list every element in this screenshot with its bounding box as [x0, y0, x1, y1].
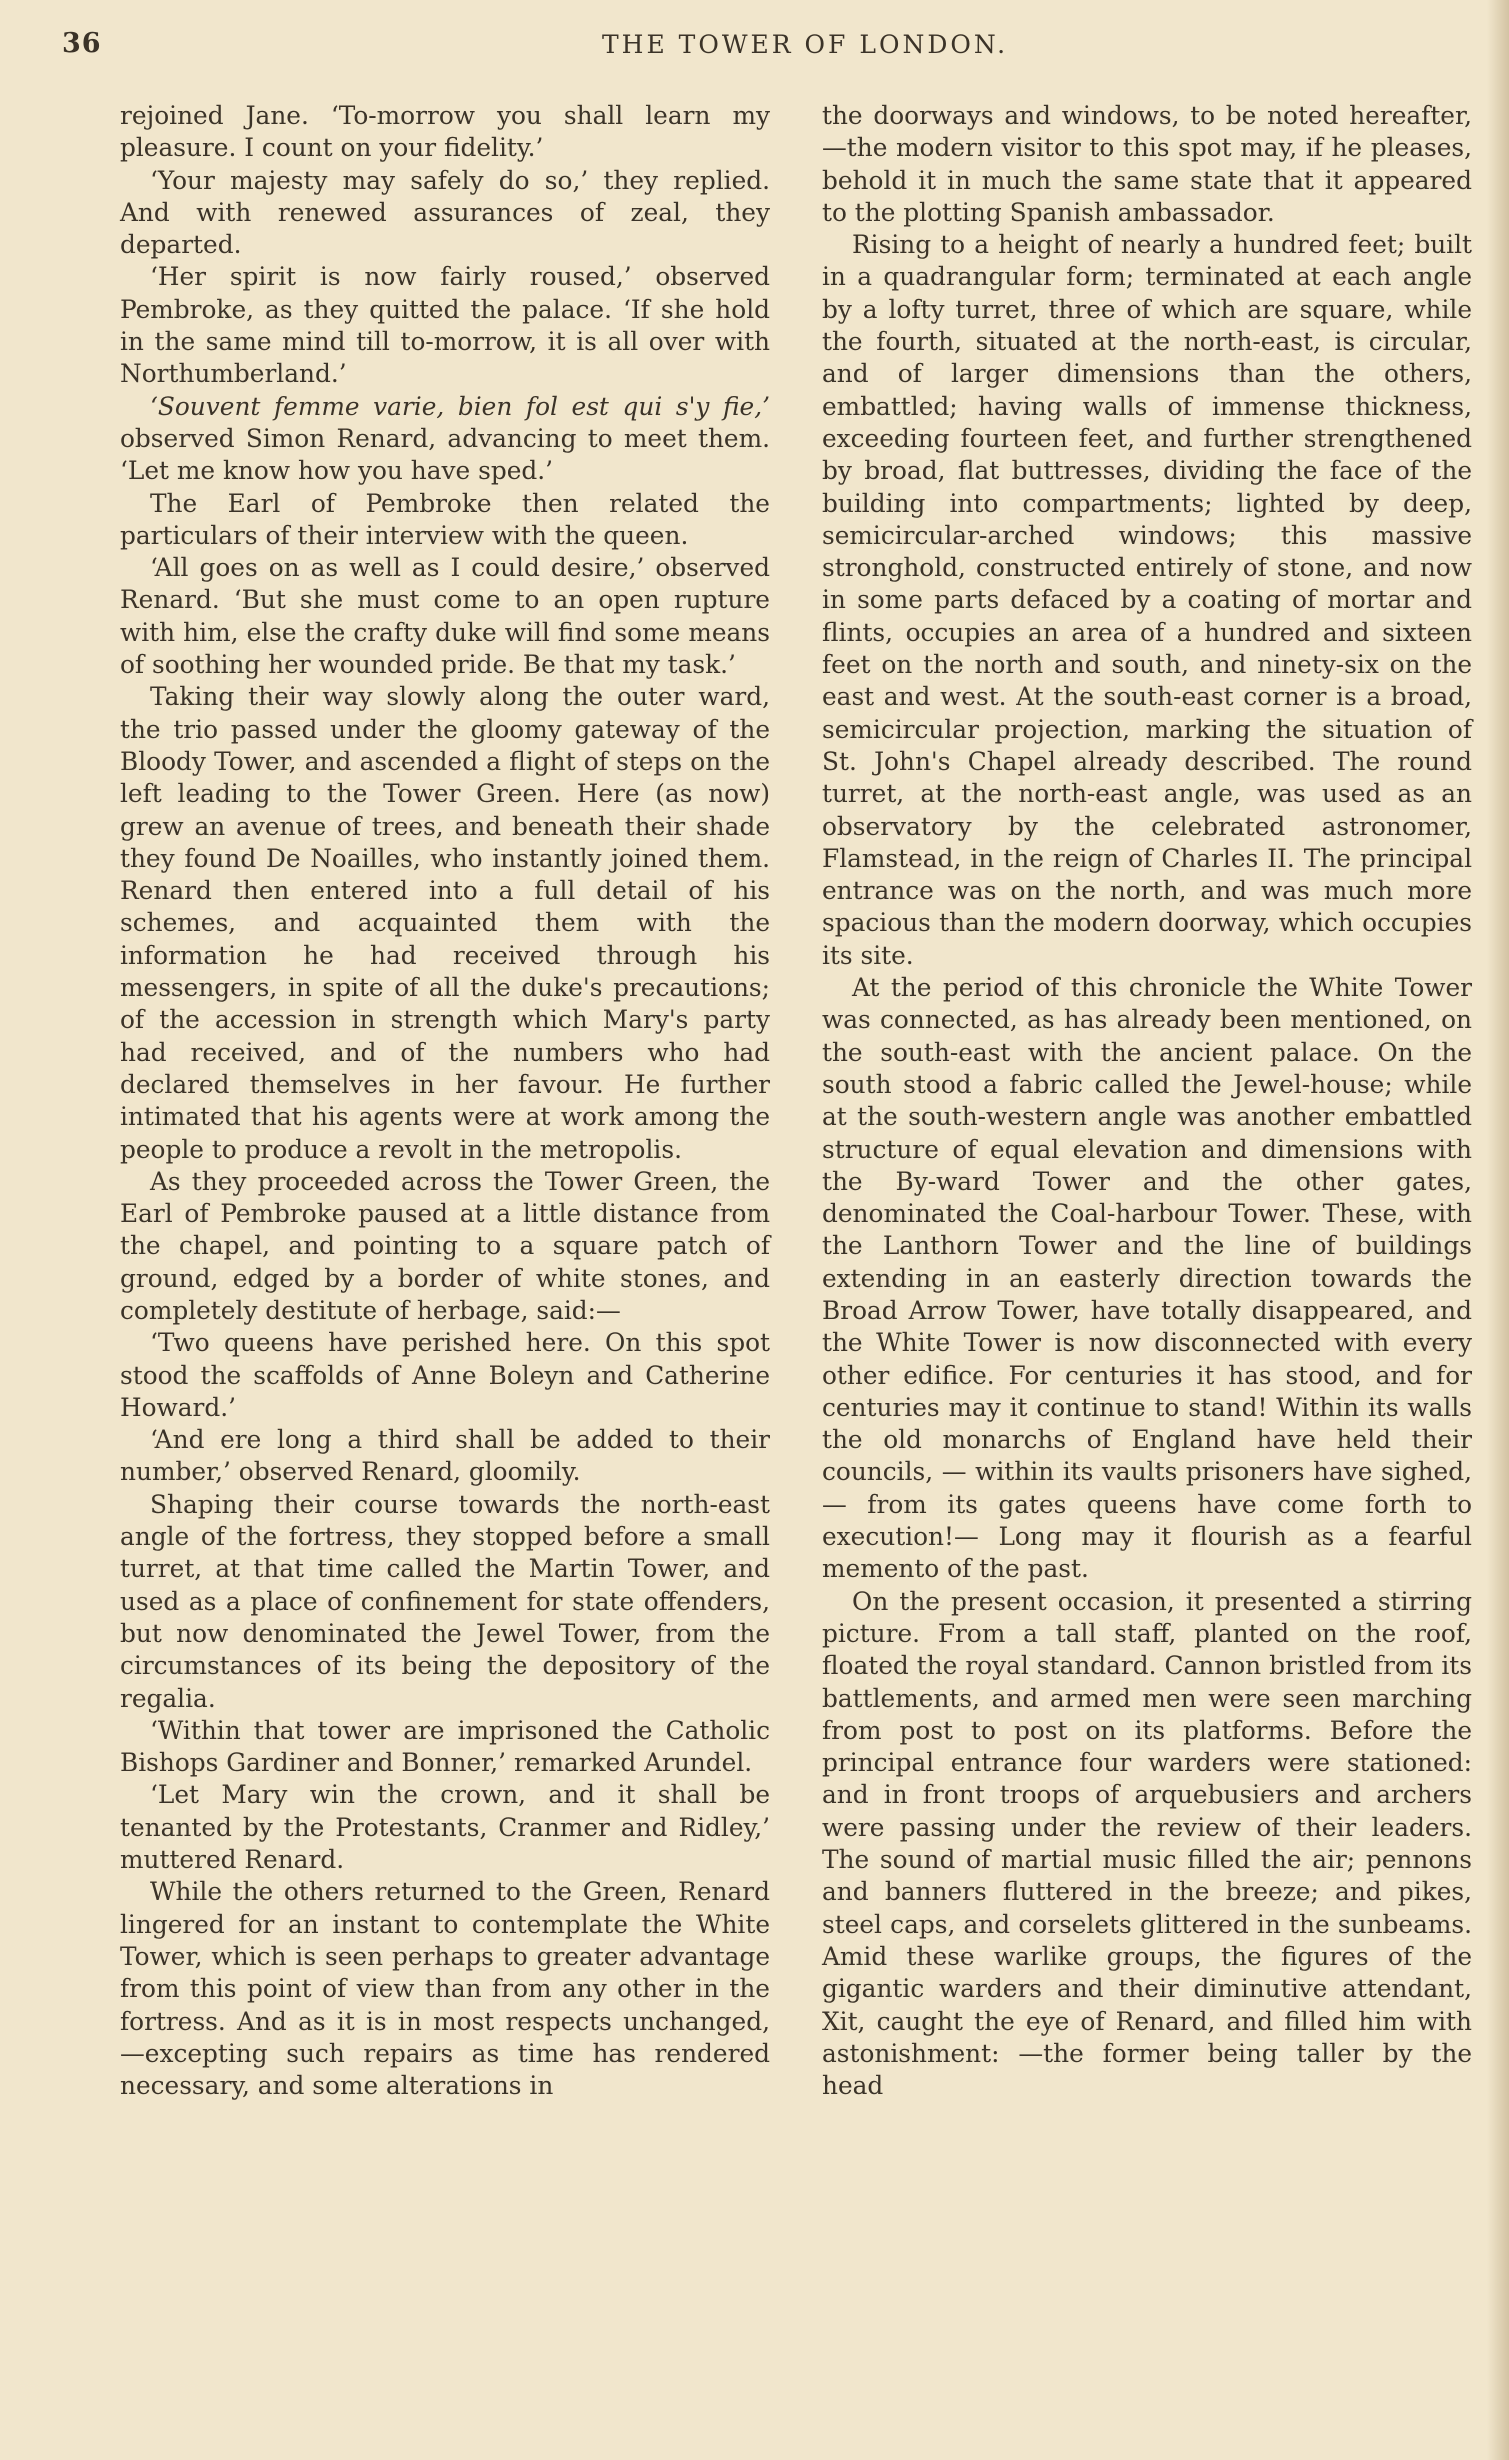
paragraph: While the others returned to the Green, Renard lingered for an instant to contemplate the White Tower, which is seen perhaps to greater advantage from this point of view than from any other in the fortress. And as it is in most respects unchanged, —excepting such repairs as time has rendered necessary, and some alterations in: [120, 1877, 770, 2101]
paragraph: Rising to a height of nearly a hundred feet; built in a quadrangular form; terminated at each angle by a lofty turret, three of which are square, while the fourth, situated at the north-east, is circular, and of larger dimensions than the others, embattled; having walls of immense thickness, exceeding fourteen feet, and further strengthened by broad, flat buttresses, dividing the face of the building into compartments; lighted by deep, semicircular-arched windows; this massive stronghold, constructed entirely of stone, and now in some parts defaced by a coating of mortar and flints, occupies an area of a hundred and sixteen feet on the north and south, and ninety-six on the east and west. At the south-east corner is a broad, semicircular projection, marking the situation of St. John's Chapel already described. The round turret, at the north-east angle, was used as an observatory by the celebrated astronomer, Flamstead, in the reign of Charles II. The principal entrance was on the north, and was much more spacious than the modern doorway, which occupies its site.: [822, 230, 1472, 970]
paragraph: rejoined Jane. ‘To-morrow you shall learn my pleasure. I count on your fidelity.’: [120, 101, 770, 163]
right-column: [822, 100, 1472, 2102]
paragraph: At the period of this chronicle the White Tower was connected, as has already been mentioned, on the south-east with the ancient palace. On the south stood a fabric called the Jewel-house; while at the south-western angle was another embattled structure of equal elevation and dimensions with the By-ward Tower and the other gates, denominated the Coal-harbour Tower. These, with the Lanthorn Tower and the line of buildings extending in an easterly direction towards the Broad Arrow Tower, have totally disappeared, and the White Tower is now disconnected with every other edifice. For centuries it has stood, and for centuries may it continue to stand! Within its walls the old monarchs of England have held their councils, — within its vaults prisoners have sighed, — from its gates queens have come forth to execution!— Long may it flourish as a fearful memento of the past.: [822, 973, 1472, 1584]
paragraph: ‘Your majesty may safely do so,’ they replied. And with renewed assurances of zeal, they departed.: [120, 165, 770, 260]
paragraph: ‘Within that tower are imprisoned the Catholic Bishops Gardiner and Bonner,’ remarked Arundel.: [120, 1715, 770, 1778]
paragraph: On the present occasion, it presented a stirring picture. From a tall staff, planted on the roof, floated the royal standard. Cannon bristled from its battlements, and armed men were seen marching from post to post on its platforms. Before the principal entrance four warders were stationed: and in front troops of arquebusiers and archers were passing under the review of their leaders. The sound of martial music filled the air; pennons and banners fluttered in the breeze; and pikes, steel caps, and corselets glittered in the sunbeams. Amid these warlike groups, the figures of the gigantic warders and their diminutive attendant, Xit, caught the eye of Renard, and filled him with astonishment: —the former being taller by the head: [822, 1586, 1472, 2101]
page-number: 36: [62, 28, 102, 59]
page-header: [62, 28, 1482, 68]
paragraph: [120, 391, 770, 488]
paragraph: The Earl of Pembroke then related the particulars of their interview with the queen.: [120, 488, 770, 550]
paragraph-text: observed Simon Renard, advancing to meet them. ‘Let me know how you have sped.’: [120, 423, 770, 486]
paragraph: ‘Her spirit is now fairly roused,’ observed Pembroke, as they quitted the palace. ‘If she hold in the same mind till to-morrow, it is all over with Northumberland.’: [120, 262, 770, 389]
paragraph: ‘All goes on as well as I could desire,’ observed Renard. ‘But she must come to an open rupture with him, else the crafty duke will find some means of soothing her wounded pride. Be that my task.’: [120, 553, 770, 680]
left-column: [120, 100, 770, 2102]
paragraph: Taking their way slowly along the outer ward, the trio passed under the gloomy gateway of the Bloody Tower, and ascended a flight of steps on the left leading to the Tower Green. Here (as now) grew an avenue of trees, and beneath their shade they found De Noailles, who instantly joined them. Renard then entered into a full detail of his schemes, and acquainted them with the information he had received through his messengers, in spite of all the duke's precautions; of the accession in strength which Mary's party had received, and of the numbers who had declared themselves in her favour. He further intimated that his agents were at work among the people to produce a revolt in the metropolis.: [120, 682, 770, 1164]
paragraph: ‘Two queens have perished here. On this spot stood the scaffolds of Anne Boleyn and Catherine Howard.’: [120, 1328, 770, 1422]
paragraph: ‘And ere long a third shall be added to their number,’ observed Renard, gloomily.: [120, 1425, 770, 1487]
french-proverb: ‘Souvent femme varie, bien fol est qui s'y fie,’: [150, 391, 770, 421]
paragraph: ‘Let Mary win the crown, and it shall be tenanted by the Protestants, Cranmer and Ridley,’ muttered Renard.: [120, 1780, 770, 1875]
running-title: THE TOWER OF LONDON.: [602, 30, 1009, 59]
paragraph: the doorways and windows, to be noted hereafter,—the modern visitor to this spot may, if he pleases, behold it in much the same state that it appeared to the plotting Spanish ambassador.: [822, 101, 1472, 227]
page-edge-shadow: [1487, 0, 1509, 2460]
paragraph: As they proceeded across the Tower Green, the Earl of Pembroke paused at a little distance from the chapel, and pointing to a square patch of ground, edged by a border of white stones, and completely destitute of herbage, said:—: [120, 1166, 770, 1325]
paragraph: Shaping their course towards the north-east angle of the fortress, they stopped before a small turret, at that time called the Martin Tower, and used as a place of confinement for state offenders, but now denominated the Jewel Tower, from the circumstances of its being the depository of the regalia.: [120, 1489, 770, 1713]
